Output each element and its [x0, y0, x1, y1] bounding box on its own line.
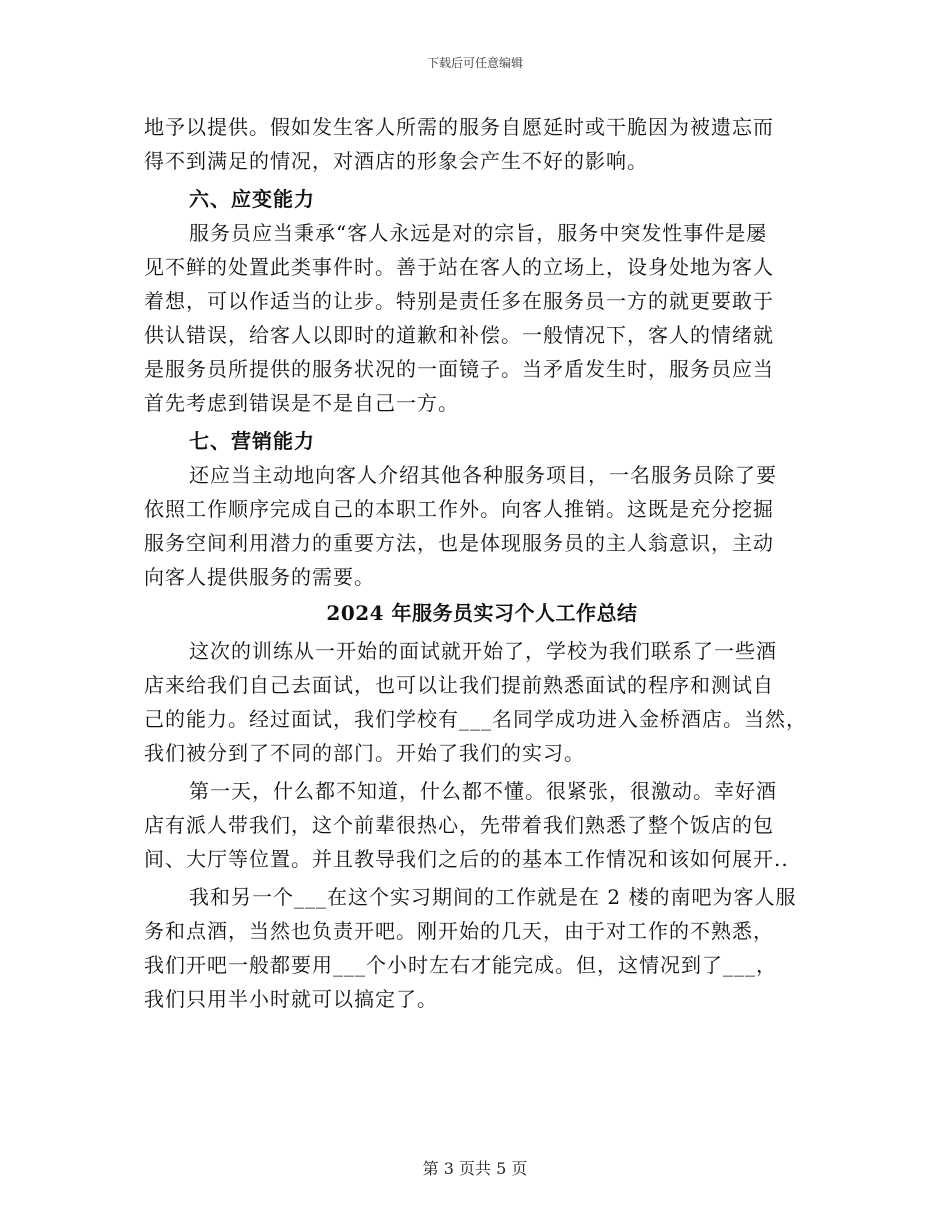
text-line: 供认错误，给客人以即时的道歉和补偿。一般情况下，客人的情绪就: [144, 323, 774, 347]
document-body: [144, 110, 820, 1016]
text-line: 依照工作顺序完成自己的本职工作外。向客人推销。这既是充分挖掘: [144, 497, 774, 521]
text-line: 是服务员所提供的服务状况的一面镜子。当矛盾发生时，服务员应当: [144, 357, 774, 381]
document-title: 2024 年服务员实习个人工作总结: [326, 601, 638, 625]
text-line: 向客人提供服务的需要。: [144, 565, 375, 589]
text-line: 店有派人带我们，这个前辈很热心，先带着我们熟悉了整个饭店的包: [144, 813, 774, 837]
page-header: 下载后可任意编辑: [426, 56, 523, 70]
text-line: 得不到满足的情况，对酒店的形象会产生不好的影响。: [144, 149, 648, 173]
text-line: 服务空间利用潜力的重要方法，也是体现服务员的主人翁意识，主动: [144, 531, 774, 555]
text-line: 我们开吧一般都要用___个小时左右才能完成。但，这情况到了___，: [144, 953, 777, 977]
text-line: 务和点酒，当然也负责开吧。刚开始的几天，由于对工作的不熟悉，: [144, 919, 774, 943]
text-line: 着想，可以作适当的让步。特别是责任多在服务员一方的就更要敢于: [144, 289, 774, 313]
paragraph-first-line: 第一天，什么都不知道，什么都不懂。很紧张，很激动。幸好酒: [189, 779, 777, 803]
text-line: 间、大厅等位置。并且教导我们之后的的基本工作情况和该如何展开..: [144, 847, 789, 871]
section-heading: 七、营销能力: [189, 429, 315, 453]
text-line: 我们被分到了不同的部门。开始了我们的实习。: [144, 741, 585, 765]
paragraph-first-line: 服务员应当秉承“客人永远是对的宗旨，服务中突发性事件是屡: [189, 221, 768, 245]
text-line: 首先考虑到错误是不是自己一方。: [144, 391, 459, 415]
text-line: 地予以提供。假如发生客人所需的服务自愿延时或干脆因为被遗忘而: [144, 115, 774, 139]
text-line: 见不鲜的处置此类事件时。善于站在客人的立场上，设身处地为客人: [144, 255, 774, 279]
paragraph-first-line: 还应当主动地向客人介绍其他各种服务项目，一名服务员除了要: [189, 463, 777, 487]
text-line: 己的能力。经过面试，我们学校有___名同学成功进入金桥酒店。当然，: [144, 707, 807, 731]
text-line: 店来给我们自己去面试，也可以让我们提前熟悉面试的程序和测试自: [144, 673, 774, 697]
section-heading: 六、应变能力: [189, 187, 315, 211]
paragraph-first-line: 我和另一个___在这个实习期间的工作就是在 2 楼的南吧为客人服: [189, 885, 797, 909]
text-line: 我们只用半小时就可以搞定了。: [144, 987, 438, 1011]
paragraph-first-line: 这次的训练从一开始的面试就开始了，学校为我们联系了一些酒: [189, 639, 777, 663]
page-footer: 第 3 页共 5 页: [422, 1159, 528, 1178]
